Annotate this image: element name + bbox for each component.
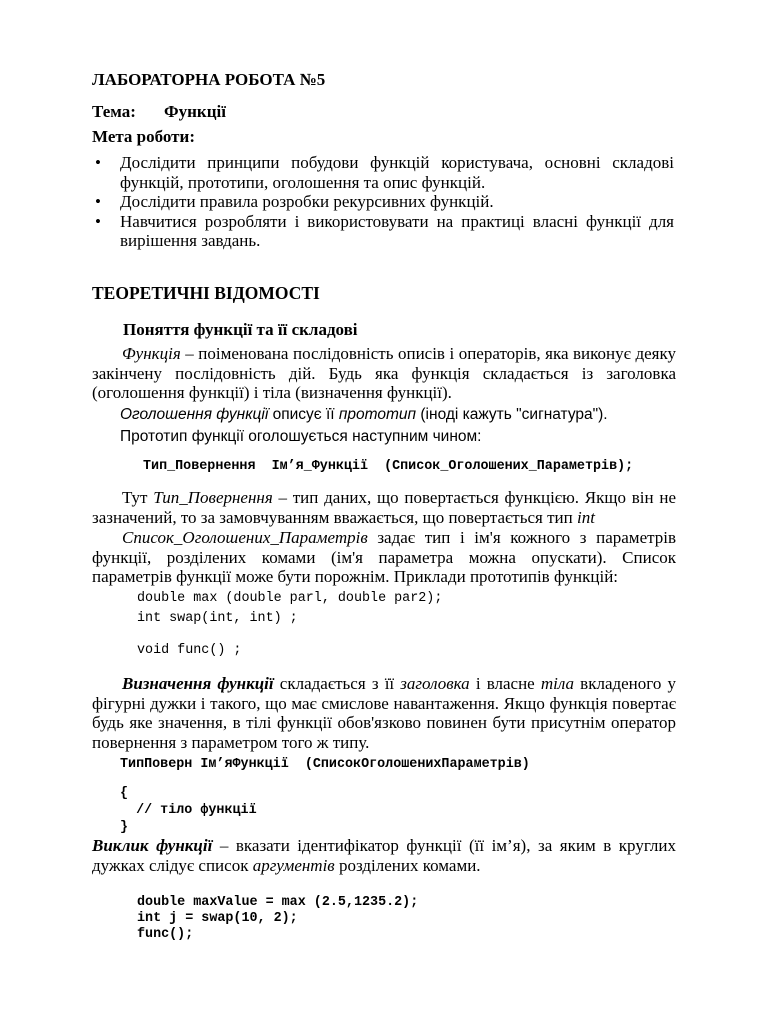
topic-line bbox=[92, 102, 226, 122]
code-line: double max (double parl, double par2); bbox=[137, 591, 443, 606]
code-line: } bbox=[120, 820, 129, 835]
prototype-code: Тип_Повернення Ім’я_Функції (Список_Оголошених_Параметрів); bbox=[143, 459, 634, 474]
paragraph-text: вкладеного у фігурні дужки і такого, що має смислове навантаження. Якщо функція повертає будь яке значення, в тілі функції обов'язково повинен бути присутнім оператор повернення з параметром того ж типу. bbox=[92, 674, 676, 752]
function-call-paragraph bbox=[92, 836, 676, 875]
paragraph-text: – поіменована послідовність описів і операторів, яка виконує деяку закінчену послідовність дій. Будь яка функція складається із заголовка (оголошення функції) і тіла (визначення функції). bbox=[92, 344, 676, 402]
goal-label: Мета роботи: bbox=[92, 127, 195, 146]
term-return-type: Тип_Повернення bbox=[153, 488, 273, 507]
code-line: { bbox=[120, 786, 129, 801]
paragraph-text: і власне bbox=[469, 674, 541, 693]
function-body-paragraph bbox=[92, 674, 676, 752]
topic-label: Тема: bbox=[92, 102, 136, 121]
term-call: Виклик функції bbox=[92, 836, 213, 855]
term-int: int bbox=[576, 507, 595, 527]
bullet-icon: • bbox=[95, 211, 101, 231]
function-definition-paragraph bbox=[92, 344, 676, 403]
code-line: // тіло функції bbox=[120, 803, 257, 818]
code-line: ТипПоверн Ім’яФункції (СписокОголошенихПараметрів) bbox=[120, 757, 530, 772]
term-header: заголовка bbox=[400, 674, 470, 693]
term-param-list: Список_Оголошених_Параметрів bbox=[122, 528, 368, 547]
code-line: int j = swap(10, 2); bbox=[137, 911, 298, 926]
parameter-list-paragraph bbox=[92, 528, 676, 587]
paragraph-text: – вказати ідентифікатор функції (її ім’я), за яким в круглих дужках слідує список bbox=[92, 836, 677, 875]
topic-value: Функції bbox=[164, 102, 226, 121]
paragraph-text: складається з її bbox=[273, 674, 401, 693]
goal-item bbox=[92, 192, 674, 212]
goal-item bbox=[92, 212, 674, 251]
paragraph-text: розділених комами. bbox=[334, 855, 481, 875]
term-declaration: Оголошення функції bbox=[120, 406, 269, 423]
term-prototype: прототип bbox=[338, 406, 417, 423]
goal-item-text: Дослідити принципи побудови функцій користувача, основні складові функцій, прототипи, оголошення та опис функцій. bbox=[120, 153, 674, 192]
sentence-text: (іноді кажуть "сигнатура"). bbox=[416, 406, 608, 423]
goal-list bbox=[92, 153, 674, 251]
goal-item bbox=[92, 153, 674, 192]
goal-item-text: Дослідити правила розробки рекурсивних функцій. bbox=[120, 192, 494, 211]
goal-item-text: Навчитися розробляти і використовувати на практиці власні функції для вирішення завдань. bbox=[120, 211, 674, 250]
term-function: Функція bbox=[122, 344, 181, 363]
paragraph-text: – тип даних, що повертається функцією. Якщо він не зазначений, то за замовчуванням вважається, що повертається тип bbox=[92, 488, 677, 527]
code-line: void func() ; bbox=[137, 643, 242, 658]
paragraph-text: Тут bbox=[122, 488, 154, 507]
term-arguments: аргументів bbox=[252, 855, 335, 875]
lab-title: ЛАБОРАТОРНА РОБОТА №5 bbox=[92, 70, 326, 89]
prototype-sentence: Прототип функції оголошується наступним чином: bbox=[120, 428, 482, 445]
code-line: func(); bbox=[137, 927, 194, 942]
subsection-heading: Поняття функції та її складові bbox=[123, 320, 358, 339]
bullet-icon: • bbox=[95, 192, 101, 211]
term-definition: Визначення функції bbox=[122, 674, 274, 693]
declaration-sentence bbox=[120, 406, 608, 424]
term-body: тіла bbox=[540, 674, 575, 693]
bullet-icon: • bbox=[95, 153, 101, 172]
section-heading: ТЕОРЕТИЧНІ ВІДОМОСТІ bbox=[92, 283, 320, 303]
sentence-text: описує її bbox=[268, 406, 339, 423]
return-type-paragraph bbox=[92, 488, 676, 527]
paragraph-text: задає тип і ім'я кожного з параметрів функції, розділених комами (ім'я параметра можна опускати). Список параметрів функції може бути порожнім. Приклади прототипів функцій: bbox=[92, 528, 676, 586]
code-line: double maxValue = max (2.5,1235.2); bbox=[137, 895, 419, 910]
code-line: int swap(int, int) ; bbox=[137, 611, 298, 626]
